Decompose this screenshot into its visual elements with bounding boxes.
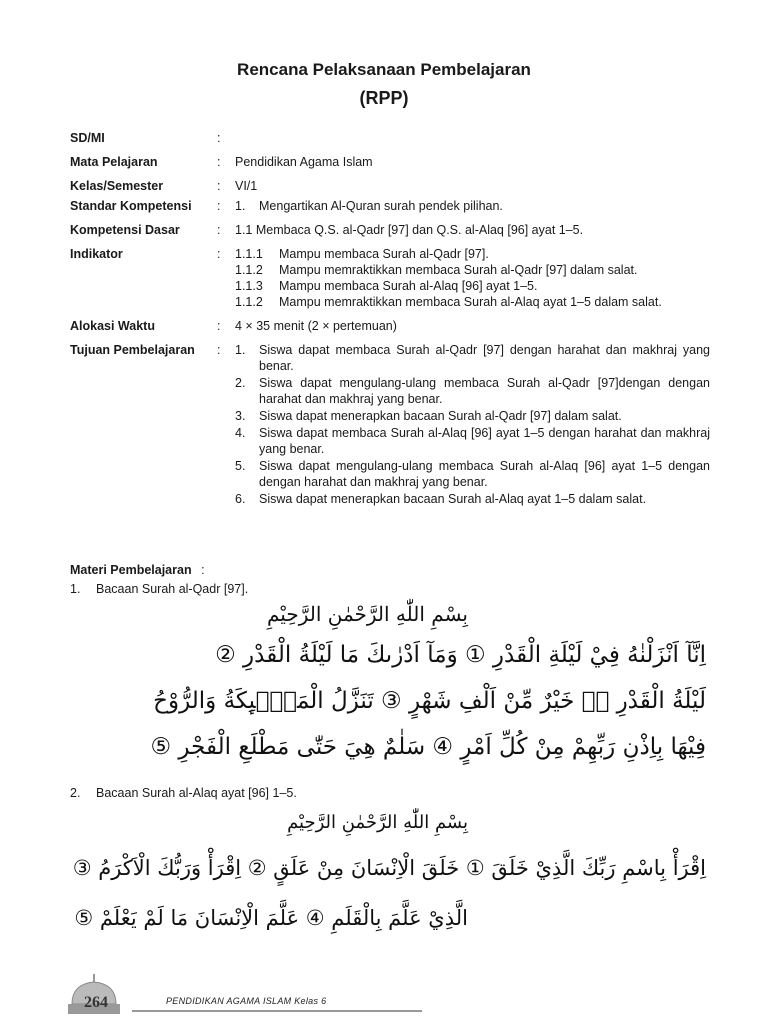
- materi-label: Materi Pembelajaran: [70, 563, 192, 577]
- field-label: Alokasi Waktu: [70, 319, 155, 333]
- list-number: 1.1.1: [235, 247, 263, 261]
- field-label: SD/MI: [70, 131, 105, 145]
- list-text: Siswa dapat mengulang-ulang membaca Surah al-Alaq [96] ayat 1–5 dengan dengan harahat dan makhraj yang benar.: [259, 459, 710, 489]
- list-number: 3.: [235, 409, 246, 423]
- materi-heading: [70, 562, 205, 578]
- list-item: [235, 246, 710, 262]
- field-kelas-semester: [70, 178, 710, 194]
- list-text: Siswa dapat mengulang-ulang membaca Surah al-Qadr [97]dengan dengan harahat dan makhraj yang benar.: [259, 376, 710, 406]
- rpp-identity-table: [70, 130, 710, 516]
- list-number: 1.: [235, 199, 246, 213]
- colon: :: [217, 247, 221, 261]
- field-value: 1.1 Membaca Q.S. al-Qadr [97] dan Q.S. al-Alaq [96] ayat 1–5.: [235, 223, 584, 237]
- document-title: Rencana Pelaksanaan Pembelajaran: [237, 60, 531, 79]
- list-item: [235, 375, 710, 407]
- field-value: Mengartikan Al-Quran surah pendek pilihan.: [259, 199, 503, 213]
- colon: :: [217, 319, 221, 333]
- document-subtitle: (RPP): [359, 88, 409, 108]
- colon: :: [217, 131, 221, 145]
- list-text: Bacaan Surah al-Qadr [97].: [96, 582, 249, 596]
- list-item: [235, 458, 710, 490]
- field-standar-kompetensi: [70, 198, 710, 214]
- list-text: Siswa dapat membaca Surah al-Qadr [97] dengan harahat dan makhraj yang benar.: [259, 343, 710, 373]
- list-number: 4.: [235, 426, 246, 440]
- field-indikator: [70, 246, 710, 310]
- field-label: Standar Kompetensi: [70, 199, 192, 213]
- list-text: Mampu membaca Surah al-Alaq [96] ayat 1–5.: [279, 279, 538, 293]
- arabic-verse-line: الَّذِيْ عَلَّمَ بِالْقَلَمِ ④ عَلَّمَ الْاِنْسَانَ مَا لَمْ يَعْلَمْ ⑤: [74, 906, 468, 930]
- arabic-basmalah-qadr: بِسْمِ اللّٰهِ الرَّحْمٰنِ الرَّحِيْمِ: [266, 602, 468, 626]
- list-text: Siswa dapat menerapkan bacaan Surah al-Alaq ayat 1–5 dalam salat.: [259, 492, 647, 506]
- list-item: [235, 491, 710, 507]
- page-number: 264: [84, 994, 108, 1011]
- page-footer: [62, 988, 722, 1016]
- field-kompetensi-dasar: [70, 222, 710, 238]
- list-text: Siswa dapat menerapkan bacaan Surah al-Qadr [97] dalam salat.: [259, 409, 622, 423]
- colon: :: [217, 223, 221, 237]
- materi-item-1: [70, 582, 248, 596]
- field-mata-pelajaran: [70, 154, 710, 170]
- arabic-basmalah-alaq: بِسْمِ اللّٰهِ الرَّحْمٰنِ الرَّحِيْمِ: [287, 812, 468, 833]
- field-value: [235, 130, 710, 146]
- list-number: 1.: [70, 582, 81, 596]
- list-item: [235, 278, 710, 294]
- list-number: 1.1.3: [235, 279, 263, 293]
- field-label: Mata Pelajaran: [70, 155, 158, 169]
- list-number: 1.1.2: [235, 295, 263, 309]
- footer-divider: [132, 1010, 422, 1012]
- field-label: Indikator: [70, 247, 123, 261]
- colon: :: [217, 343, 221, 357]
- arabic-verse-line: اِقْرَأْ بِاسْمِ رَبِّكَ الَّذِيْ خَلَقَ ① خَلَقَ الْاِنْسَانَ مِنْ عَلَقٍ ② اِقْرَأْ وَرَبُّكَ الْاَكْرَمُ ③: [72, 856, 706, 880]
- field-sdmi: [70, 130, 710, 146]
- list-text: Bacaan Surah al-Alaq ayat [96] 1–5.: [96, 786, 297, 800]
- list-number: 1.: [235, 343, 246, 357]
- field-label: Kelas/Semester: [70, 179, 164, 193]
- field-value: VI/1: [235, 179, 258, 193]
- arabic-verse-line: لَيْلَةُ الْقَدْرِ ەۙ خَيْرٌ مِّنْ اَلْفِ شَهْرٍ ③ تَنَزَّلُ الْمَلٰۤىِٕكَةُ وَالرُّوْحُ: [153, 688, 706, 714]
- list-number: 5.: [235, 459, 246, 473]
- list-number: 2.: [70, 786, 81, 800]
- list-text: Siswa dapat membaca Surah al-Alaq [96] ayat 1–5 dengan harahat dan makhraj yang benar.: [259, 426, 710, 456]
- colon: :: [217, 199, 221, 213]
- arabic-verse-line: اِنَّآ اَنْزَلْنٰهُ فِيْ لَيْلَةِ الْقَدْرِ ① وَمَآ اَدْرٰىكَ مَا لَيْلَةُ الْقَدْرِ ②: [215, 642, 706, 668]
- list-item: [235, 425, 710, 457]
- field-tujuan-pembelajaran: [70, 342, 710, 508]
- colon: :: [217, 155, 221, 169]
- footer-text: PENDIDIKAN AGAMA ISLAM Kelas 6: [166, 996, 327, 1006]
- colon: :: [217, 179, 221, 193]
- list-item: [235, 294, 710, 310]
- field-alokasi-waktu: [70, 318, 710, 334]
- list-item: [235, 342, 710, 374]
- tujuan-list: [235, 342, 710, 508]
- list-text: Mampu memraktikkan membaca Surah al-Qadr [97] dalam salat.: [279, 263, 638, 277]
- field-label: Tujuan Pembelajaran: [70, 343, 195, 357]
- field-value: Pendidikan Agama Islam: [235, 155, 373, 169]
- materi-item-2: [70, 786, 297, 800]
- list-number: 1.1.2: [235, 263, 263, 277]
- list-text: Mampu membaca Surah al-Qadr [97].: [279, 247, 489, 261]
- indikator-list: [235, 246, 710, 310]
- list-item: [235, 262, 710, 278]
- arabic-verse-line: فِيْهَا بِاِذْنِ رَبِّهِمْ مِنْ كُلِّ اَمْرٍ ④ سَلٰمٌ هِيَ حَتّٰى مَطْلَعِ الْفَجْرِ ⑤: [150, 734, 706, 760]
- list-number: 6.: [235, 492, 246, 506]
- colon: :: [201, 563, 205, 577]
- list-item: [235, 408, 710, 424]
- field-value: 4 × 35 menit (2 × pertemuan): [235, 319, 397, 333]
- list-number: 2.: [235, 376, 246, 390]
- list-text: Mampu memraktikkan membaca Surah al-Alaq ayat 1–5 dalam salat.: [279, 295, 662, 309]
- field-label: Kompetensi Dasar: [70, 223, 180, 237]
